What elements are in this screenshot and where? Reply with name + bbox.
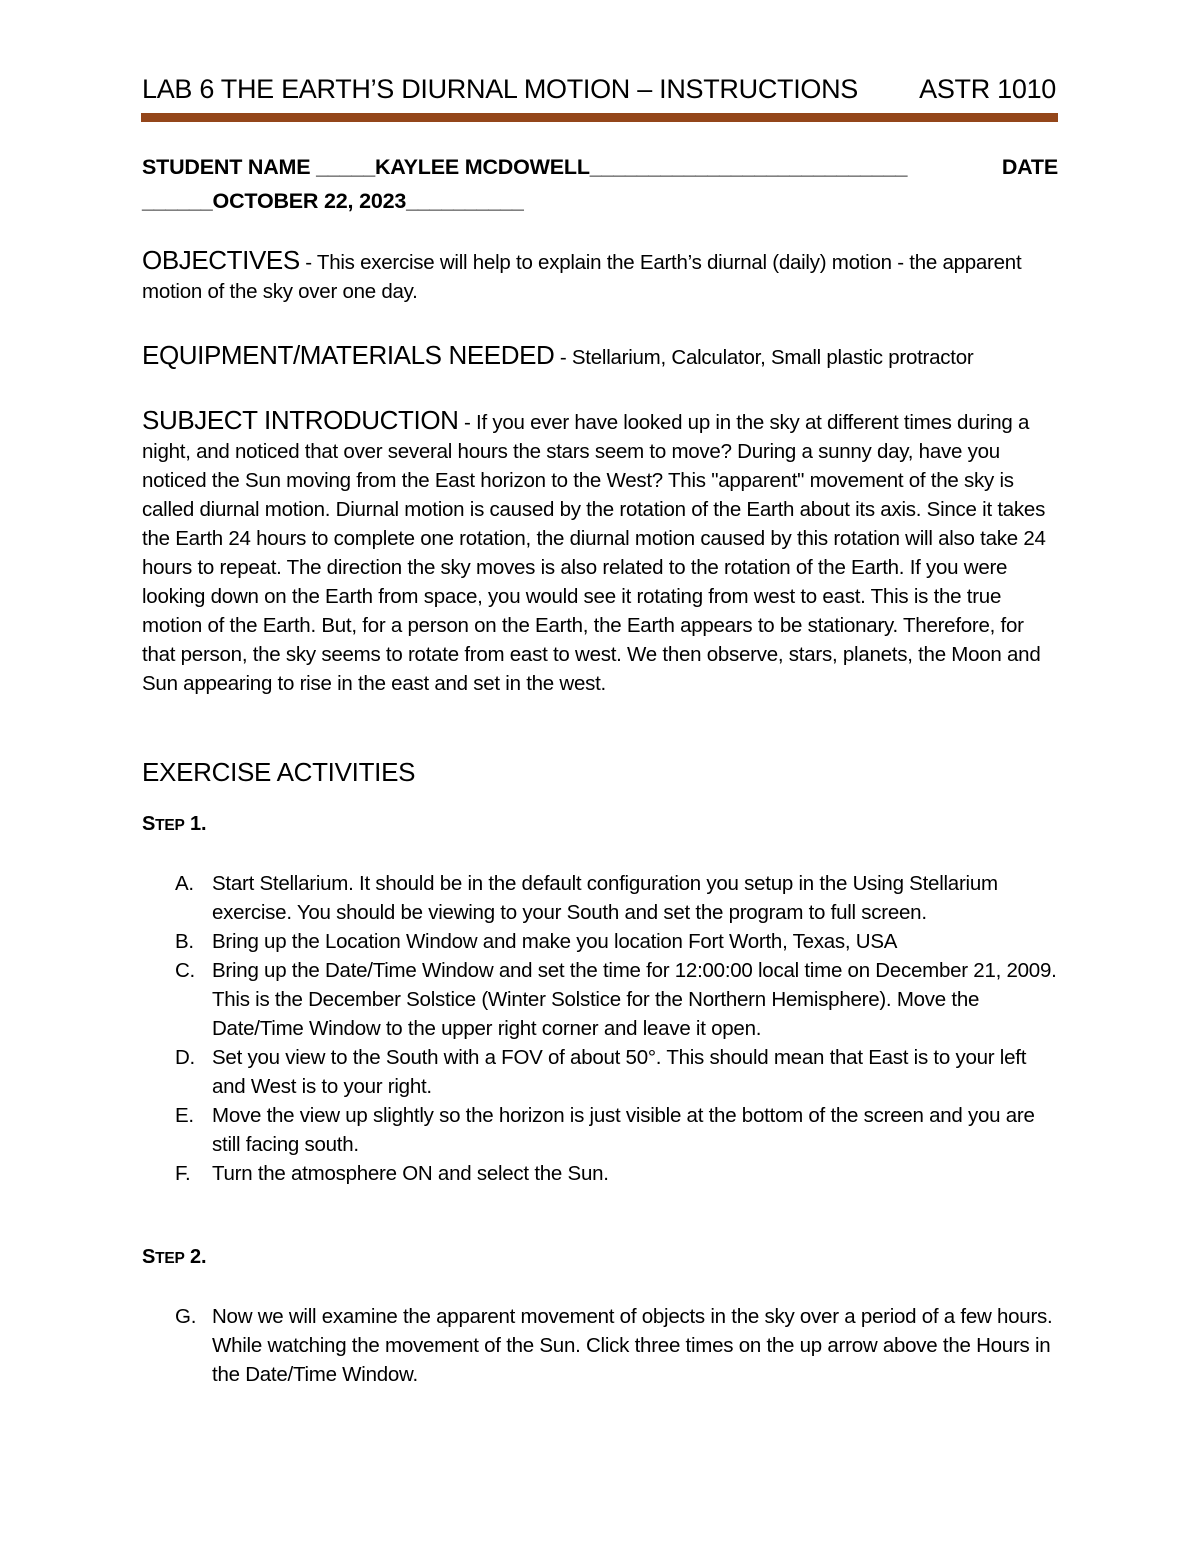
step-1-heading: STEP 1. [142,813,207,835]
list-item: A. Start Stellarium. It should be in the default configuration you setup in the Using Stellarium exercise. You should be viewing to your South and set the program to full screen. [175,872,998,924]
equipment-text: - Stellarium, Calculator, Small plastic protractor [554,346,974,369]
student-name-field: STUDENT NAME _____KAYLEE MCDOWELL___________________________ [142,155,908,179]
list-item: F. Turn the atmosphere ON and select the Sun. [175,1162,609,1185]
list-item: G. Now we will examine the apparent movement of objects in the sky over a period of a few hours. While watching the movement of the Sun. Click three times on the up arrow above the Hours in the Date/Time Window. [175,1305,1053,1386]
list-item: B. Bring up the Location Window and make you location Fort Worth, Texas, USA [175,930,898,953]
objectives-section [142,246,1058,306]
date-label: DATE [1001,155,1058,179]
course-code: ASTR 1010 [919,74,1056,104]
objectives-text: - This exercise will help to explain the Earth’s diurnal (daily) motion - the apparent motion of the sky over one day. [142,251,1022,303]
introduction-section [142,406,1058,698]
equipment-section [142,341,1058,372]
step-2-heading: STEP 2. [142,1246,207,1268]
introduction-text: - If you ever have looked up in the sky at different times during a night, and noticed that over several hours the stars seem to move? During a sunny day, have you noticed the Sun moving from the East horizon to the West? This "apparent" movement of the sky is called diurnal motion. Diurnal motion is caused by the rotation of the Earth about its axis. Since it takes the Earth 24 hours to complete one rotation, the diurnal motion caused by this rotation will also take 24 hours to repeat. The direction the sky moves is also related to the rotation of the Earth. If you were looking down on the Earth from space, you would see it rotating from west to east. This is the true motion of the Earth. But, for a person on the Earth, the Earth appears to be stationary. Therefore, for that person, the sky seems to rotate from east to west. We then observe, stars, planets, the Moon and Sun appearing to rise in the east and set in the west. [142,411,1046,695]
document-header [142,74,1056,105]
header-rule [141,113,1058,122]
introduction-heading: SUBJECT INTRODUCTION [142,405,459,435]
exercise-heading: EXERCISE ACTIVITIES [142,757,416,787]
student-info [142,150,1058,218]
lab-title: LAB 6 THE EARTH’S DIURNAL MOTION – INSTRUCTIONS [142,74,859,104]
date-value: ______OCTOBER 22, 2023__________ [142,189,524,213]
step-1-list [175,869,1060,1188]
equipment-heading: EQUIPMENT/MATERIALS NEEDED [142,340,555,370]
step-2-list [175,1302,1060,1389]
list-item: D. Set you view to the South with a FOV of about 50°. This should mean that East is to your left and West is to your right. [175,1046,1027,1098]
objectives-heading: OBJECTIVES [142,245,300,275]
list-item: E. Move the view up slightly so the horizon is just visible at the bottom of the screen and you are still facing south. [175,1104,1035,1156]
list-item: C. Bring up the Date/Time Window and set the time for 12:00:00 local time on December 21, 2009. This is the December Solstice (Winter Solstice for the Northern Hemisphere). Move the Date/Time Window to the upper right corner and leave it open. [175,959,1057,1040]
